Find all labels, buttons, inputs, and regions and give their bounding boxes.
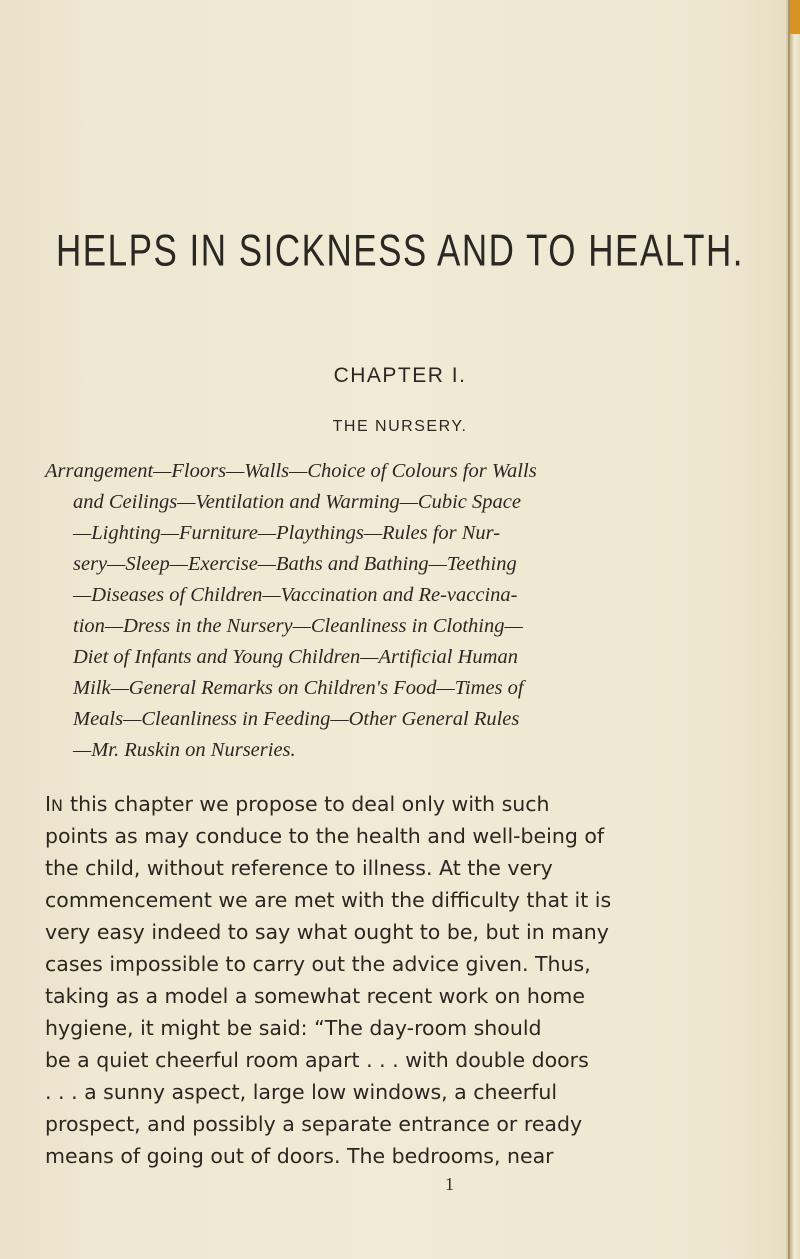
body-line-text: this chapter we propose to deal only with such <box>63 792 550 816</box>
body-line: taking as a model a somewhat recent work on home <box>45 984 585 1008</box>
body-line: hygiene, it might be said: “The day-room should <box>45 1016 542 1040</box>
page-number: 1 <box>445 1174 454 1194</box>
chapter-heading: CHAPTER I. <box>333 364 467 387</box>
synopsis-line: tion—Dress in the Nursery—Cleanliness in Clothing— <box>73 615 523 637</box>
page-edge-stain <box>790 0 800 34</box>
synopsis-line: Diet of Infants and Young Children—Artificial Human <box>73 646 518 668</box>
body-line: cases impossible to carry out the advice given. Thus, <box>45 952 591 976</box>
synopsis-line: sery—Sleep—Exercise—Baths and Bathing—Teething <box>73 553 517 575</box>
page-edge-line <box>788 0 790 1259</box>
body-line: the child, without reference to illness. At the very <box>45 856 553 880</box>
small-caps-text: N <box>51 796 64 815</box>
book-title: HELPS IN SICKNESS AND TO HEALTH. <box>56 226 744 276</box>
synopsis-line: —Diseases of Children—Vaccination and Re-vaccina- <box>73 584 518 606</box>
body-line: prospect, and possibly a separate entrance or ready <box>45 1112 583 1136</box>
body-line: . . . a sunny aspect, large low windows, a cheerful <box>45 1080 558 1104</box>
synopsis-line: Arrangement—Floors—Walls—Choice of Colours for Walls <box>45 460 537 482</box>
initial-capital: I <box>45 792 52 816</box>
synopsis-line: Milk—General Remarks on Children's Food—Times of <box>73 677 524 699</box>
synopsis-line: —Mr. Ruskin on Nurseries. <box>73 739 296 761</box>
synopsis-line: Meals—Cleanliness in Feeding—Other General Rules <box>73 708 520 730</box>
body-line: means of going out of doors. The bedrooms, near <box>45 1144 554 1168</box>
body-line: very easy indeed to say what ought to be, but in many <box>45 920 609 944</box>
body-line: points as may conduce to the health and well-being of <box>45 824 605 848</box>
body-first-line <box>45 792 550 816</box>
chapter-subtitle: THE NURSERY. <box>332 418 468 435</box>
body-line: commencement we are met with the difficulty that it is <box>45 888 612 912</box>
synopsis-line: and Ceilings—Ventilation and Warming—Cubic Space <box>73 491 521 513</box>
body-line: be a quiet cheerful room apart . . . with double doors <box>45 1048 589 1072</box>
synopsis-line: —Lighting—Furniture—Playthings—Rules for Nur- <box>73 522 501 544</box>
